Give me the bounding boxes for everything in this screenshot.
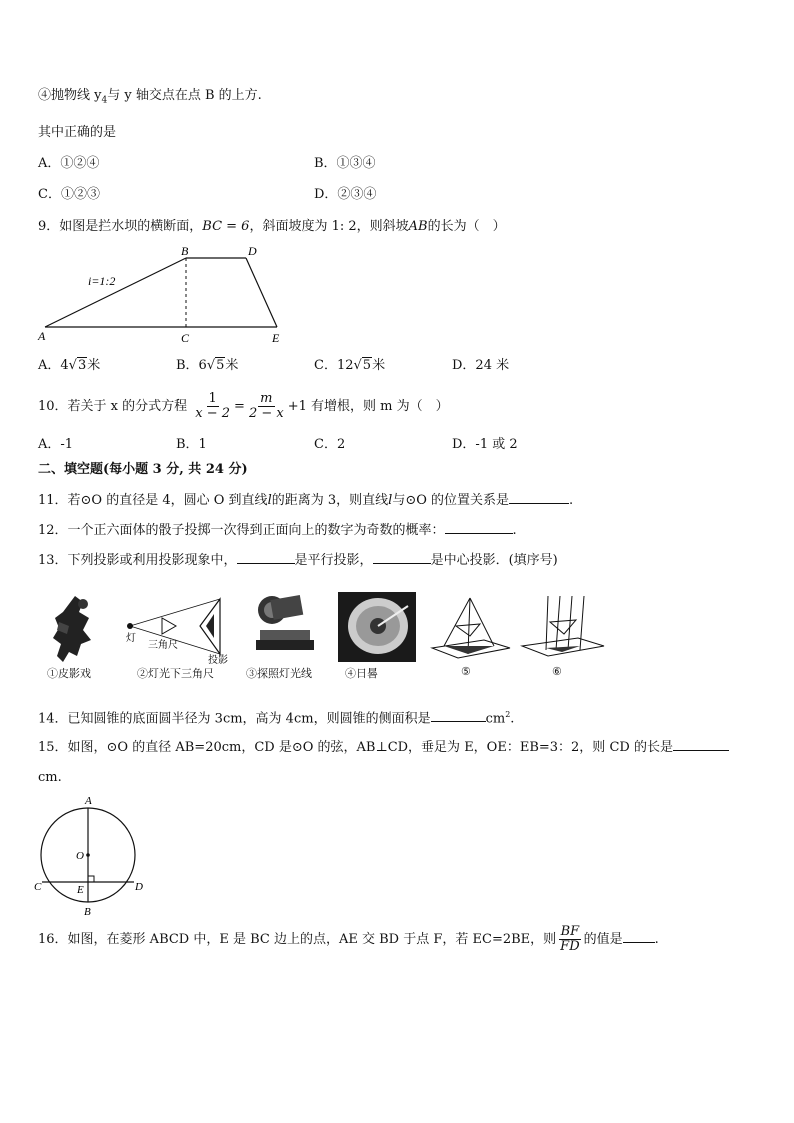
q9-label-c: C	[181, 331, 190, 345]
q11-a: 11．若⊙O 的直径是 4，圆心 O 到直线	[38, 493, 268, 508]
q10-option-d: D．-1 或 2	[452, 437, 518, 452]
q9-option-a-unit: 米	[87, 358, 101, 373]
q16-num: BF	[560, 924, 580, 939]
q9-stem-bc: BC = 6	[202, 219, 250, 234]
q9-stem-c: 的长为（ ）	[427, 219, 506, 234]
q9-label-b: B	[181, 244, 189, 258]
q11-end: .	[569, 493, 574, 508]
q13-a: 13．下列投影或利用投影现象中，	[38, 553, 237, 568]
q8-option-c: C．①②③	[38, 187, 100, 202]
q15-label-a: A	[85, 795, 92, 807]
q13-caption-1: ①皮影戏	[47, 667, 91, 680]
q13-blank-parallel[interactable]	[237, 551, 295, 564]
q9-option-d: D．24 米	[452, 358, 510, 373]
q9-label-d: D	[248, 244, 257, 258]
searchlight-image	[250, 592, 320, 662]
q10-frac1-num: 1	[208, 391, 217, 406]
q10-option-a: A．-1	[38, 437, 74, 452]
q14-unit: cm	[485, 711, 506, 727]
q8-item4-rest: 与 y 轴交点在点 B 的上方.	[107, 88, 262, 103]
q8-option-d: D．②③④	[314, 187, 377, 202]
sundial-image	[338, 592, 416, 662]
radical-icon: √	[206, 358, 216, 373]
q10-stem	[38, 389, 449, 425]
q14-sup: 2	[505, 710, 511, 719]
q10-frac2-den: 2 − x	[248, 406, 284, 421]
q9-option-a-rad: 3	[77, 358, 87, 373]
q8-option-a: A．①②④	[38, 156, 100, 171]
q13-caption-4: ④日晷	[345, 667, 378, 680]
q16-end: .	[654, 932, 659, 947]
q8-item4	[38, 88, 262, 109]
shadow-puppet-image	[45, 592, 105, 662]
q9-label-slope: i=1:2	[88, 274, 116, 288]
q9-option-c-rad: 5	[362, 358, 372, 373]
q9-stem	[38, 219, 506, 235]
section-heading: 二、填空题(每小题 3 分, 共 24 分)	[38, 462, 248, 477]
q9-option-b-unit: 米	[225, 358, 239, 373]
q10-fraction-1	[193, 392, 232, 421]
q9-option-b	[176, 358, 238, 374]
q14-answer-blank[interactable]	[431, 709, 486, 722]
q10-frac2-num: m	[260, 391, 273, 406]
q16-answer-blank[interactable]	[623, 930, 655, 943]
q11	[38, 491, 573, 509]
q9-option-a-pre: A．4	[38, 358, 69, 373]
q9-option-c	[314, 358, 385, 374]
q10-eq: =	[234, 399, 245, 414]
q9-option-b-pre: B．6	[176, 358, 207, 373]
q8-item4-sub: 4	[101, 95, 108, 106]
q10-option-b: B．1	[176, 437, 207, 452]
q13-blank-central[interactable]	[373, 551, 431, 564]
q9-option-a	[38, 358, 100, 374]
q15-label-c: C	[34, 881, 42, 893]
q11-answer-blank[interactable]	[509, 491, 569, 504]
q15-answer-blank[interactable]	[673, 738, 729, 751]
q12-answer-blank[interactable]	[445, 521, 513, 534]
q14-end: .	[510, 711, 515, 727]
q16-den: FD	[560, 939, 580, 954]
q16	[38, 922, 659, 958]
q16-a: 16．如图，在菱形 ABCD 中，E 是 BC 边上的点，AE 交 BD 于点 F，若 EC=2BE，则	[38, 932, 557, 947]
q9-stem-ab: AB	[408, 219, 428, 234]
q9-stem-b: ，斜面坡度为 1: 2，则斜坡	[249, 219, 409, 234]
lamp-triangle-image	[122, 596, 234, 666]
q12-a: 12．一个正六面体的骰子投掷一次得到正面向上的数字为奇数的概率：	[38, 523, 445, 538]
q8-prompt: 其中正确的是	[38, 125, 117, 140]
q13	[38, 551, 558, 569]
q15-a: 15．如图，⊙O 的直径 AB=20cm，CD 是⊙O 的弦，AB⊥CD，垂足为 E，OE：EB=3：2，则 CD 的长是	[38, 740, 673, 755]
q9-label-a: A	[38, 329, 46, 343]
q10-fraction-2	[247, 392, 286, 421]
q11-l2: l	[388, 493, 393, 508]
q13-caption-5: ⑤	[461, 665, 471, 678]
q9-dam-figure	[30, 243, 300, 345]
q8-item4-text: ④抛物线 y	[38, 88, 102, 103]
q9-label-e: E	[272, 331, 280, 345]
q10-option-c: C．2	[314, 437, 346, 452]
q10-frac1-den: x − 2	[195, 406, 231, 421]
q13-c: 是中心投影．(填序号)	[430, 553, 558, 568]
q13-label-triangle: 三角尺	[148, 640, 178, 651]
radical-icon: √	[353, 358, 362, 373]
parallel-projection-image	[518, 594, 606, 662]
q15-circle-figure	[34, 792, 144, 918]
q9-option-c-unit: 米	[372, 358, 386, 373]
q13-caption-6: ⑥	[552, 665, 562, 678]
q15-label-d: D	[135, 881, 143, 893]
q9-option-b-rad: 5	[216, 358, 225, 373]
q10-stem-b: +1 有增根，则 m 为（ ）	[287, 399, 449, 414]
q13-caption-3: ③探照灯光线	[246, 667, 312, 680]
q13-b: 是平行投影，	[294, 553, 373, 568]
q15-unit: cm.	[38, 770, 62, 785]
q16-b: 的值是	[583, 932, 623, 947]
q15-label-o: O	[76, 850, 84, 862]
q13-label-shadow: 投影	[208, 655, 228, 666]
q16-fraction	[558, 925, 581, 954]
q9-option-c-pre: C．12	[314, 358, 354, 373]
radical-icon: √	[68, 358, 77, 373]
q12	[38, 521, 517, 539]
q9-stem-a: 9．如图是拦水坝的横断面，	[38, 219, 203, 234]
q13-caption-2: ②灯光下三角尺	[137, 667, 214, 680]
q15-label-b: B	[84, 906, 91, 918]
q11-l1: l	[267, 493, 272, 508]
q13-label-lamp: 灯	[126, 633, 136, 644]
q15	[38, 738, 729, 756]
q11-c: 与⊙O 的位置关系是	[392, 493, 509, 508]
q11-b: 的距离为 3，则直线	[271, 493, 389, 508]
q10-stem-a: 10．若关于 x 的分式方程	[38, 399, 188, 414]
q14-a: 14．已知圆锥的底面圆半径为 3cm，高为 4cm，则圆锥的侧面积是	[38, 711, 431, 727]
pyramid-projection-image	[428, 596, 514, 662]
q14	[38, 707, 514, 727]
q8-option-b: B．①③④	[314, 156, 376, 171]
q12-end: .	[512, 523, 517, 538]
q15-label-e: E	[77, 884, 84, 896]
